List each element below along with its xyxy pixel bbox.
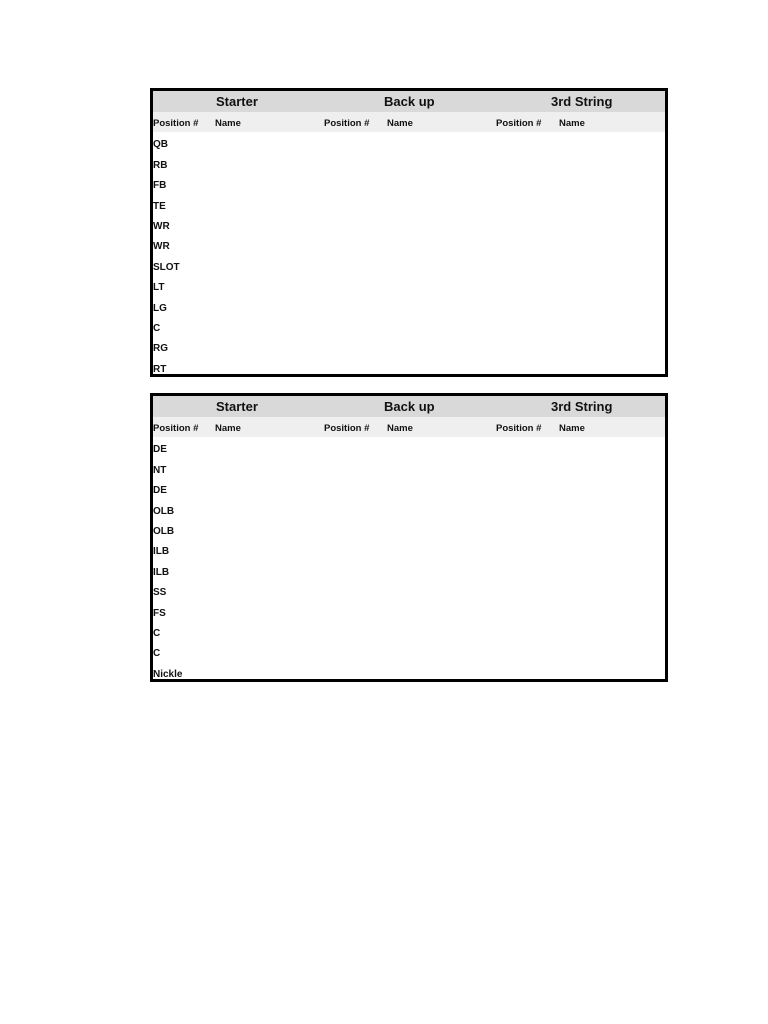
table-row xyxy=(153,437,665,457)
table-row xyxy=(153,152,665,172)
position-label: DE xyxy=(153,485,167,497)
name-column-header: Name xyxy=(387,423,413,434)
table-row xyxy=(153,559,665,579)
position-label: C xyxy=(153,648,161,660)
group-header-row xyxy=(153,91,665,112)
table-row xyxy=(153,173,665,193)
name-column-header: Name xyxy=(215,423,241,434)
table-row xyxy=(153,336,665,356)
position-label: QB xyxy=(153,139,168,151)
position-label: SS xyxy=(153,587,167,599)
table-row xyxy=(153,661,665,681)
table-row xyxy=(153,539,665,559)
table-row xyxy=(153,457,665,477)
table-row xyxy=(153,580,665,600)
position-label: OLB xyxy=(153,525,175,537)
position-label: OLB xyxy=(153,505,175,517)
position-label: ILB xyxy=(153,546,170,558)
offense-depth-chart xyxy=(150,88,668,377)
name-column-header: Name xyxy=(387,118,413,129)
starter-heading: Starter xyxy=(216,94,258,109)
name-column-header: Name xyxy=(559,118,585,129)
position-label: WR xyxy=(153,220,170,232)
position-column-header: Position # xyxy=(496,118,542,129)
table-row xyxy=(153,214,665,234)
position-label: WR xyxy=(153,241,170,253)
table-row xyxy=(153,254,665,274)
position-column-header: Position # xyxy=(153,423,199,434)
position-label: RG xyxy=(153,343,168,355)
defense-rows xyxy=(153,437,665,682)
position-label: NT xyxy=(153,464,167,476)
position-label: DE xyxy=(153,444,167,456)
offense-rows xyxy=(153,132,665,377)
table-row xyxy=(153,498,665,518)
table-row xyxy=(153,519,665,539)
position-label: RT xyxy=(153,363,167,375)
starter-heading: Starter xyxy=(216,399,258,414)
table-row xyxy=(153,478,665,498)
third-string-heading: 3rd String xyxy=(551,399,613,414)
column-header-row xyxy=(153,417,665,437)
backup-heading: Back up xyxy=(384,399,435,414)
table-row xyxy=(153,600,665,620)
position-column-header: Position # xyxy=(496,423,542,434)
third-string-heading: 3rd String xyxy=(551,94,613,109)
group-header-row xyxy=(153,396,665,417)
position-label: C xyxy=(153,322,161,334)
table-row xyxy=(153,193,665,213)
position-label: LG xyxy=(153,302,167,314)
position-column-header: Position # xyxy=(324,423,370,434)
position-label: TE xyxy=(153,200,166,212)
position-label: SLOT xyxy=(153,261,180,273)
backup-heading: Back up xyxy=(384,94,435,109)
defense-depth-chart xyxy=(150,393,668,682)
table-row xyxy=(153,275,665,295)
name-column-header: Name xyxy=(559,423,585,434)
position-label: LT xyxy=(153,282,165,294)
table-row xyxy=(153,356,665,376)
table-row xyxy=(153,641,665,661)
position-label: FS xyxy=(153,607,166,619)
name-column-header: Name xyxy=(215,118,241,129)
position-column-header: Position # xyxy=(324,118,370,129)
position-label: ILB xyxy=(153,566,170,578)
position-label: C xyxy=(153,627,161,639)
position-label: Nickle xyxy=(153,668,183,680)
table-row xyxy=(153,316,665,336)
table-row xyxy=(153,234,665,254)
table-row xyxy=(153,132,665,152)
column-header-row xyxy=(153,112,665,132)
table-row xyxy=(153,295,665,315)
position-column-header: Position # xyxy=(153,118,199,129)
table-row xyxy=(153,621,665,641)
position-label: FB xyxy=(153,180,167,192)
position-label: RB xyxy=(153,159,168,171)
